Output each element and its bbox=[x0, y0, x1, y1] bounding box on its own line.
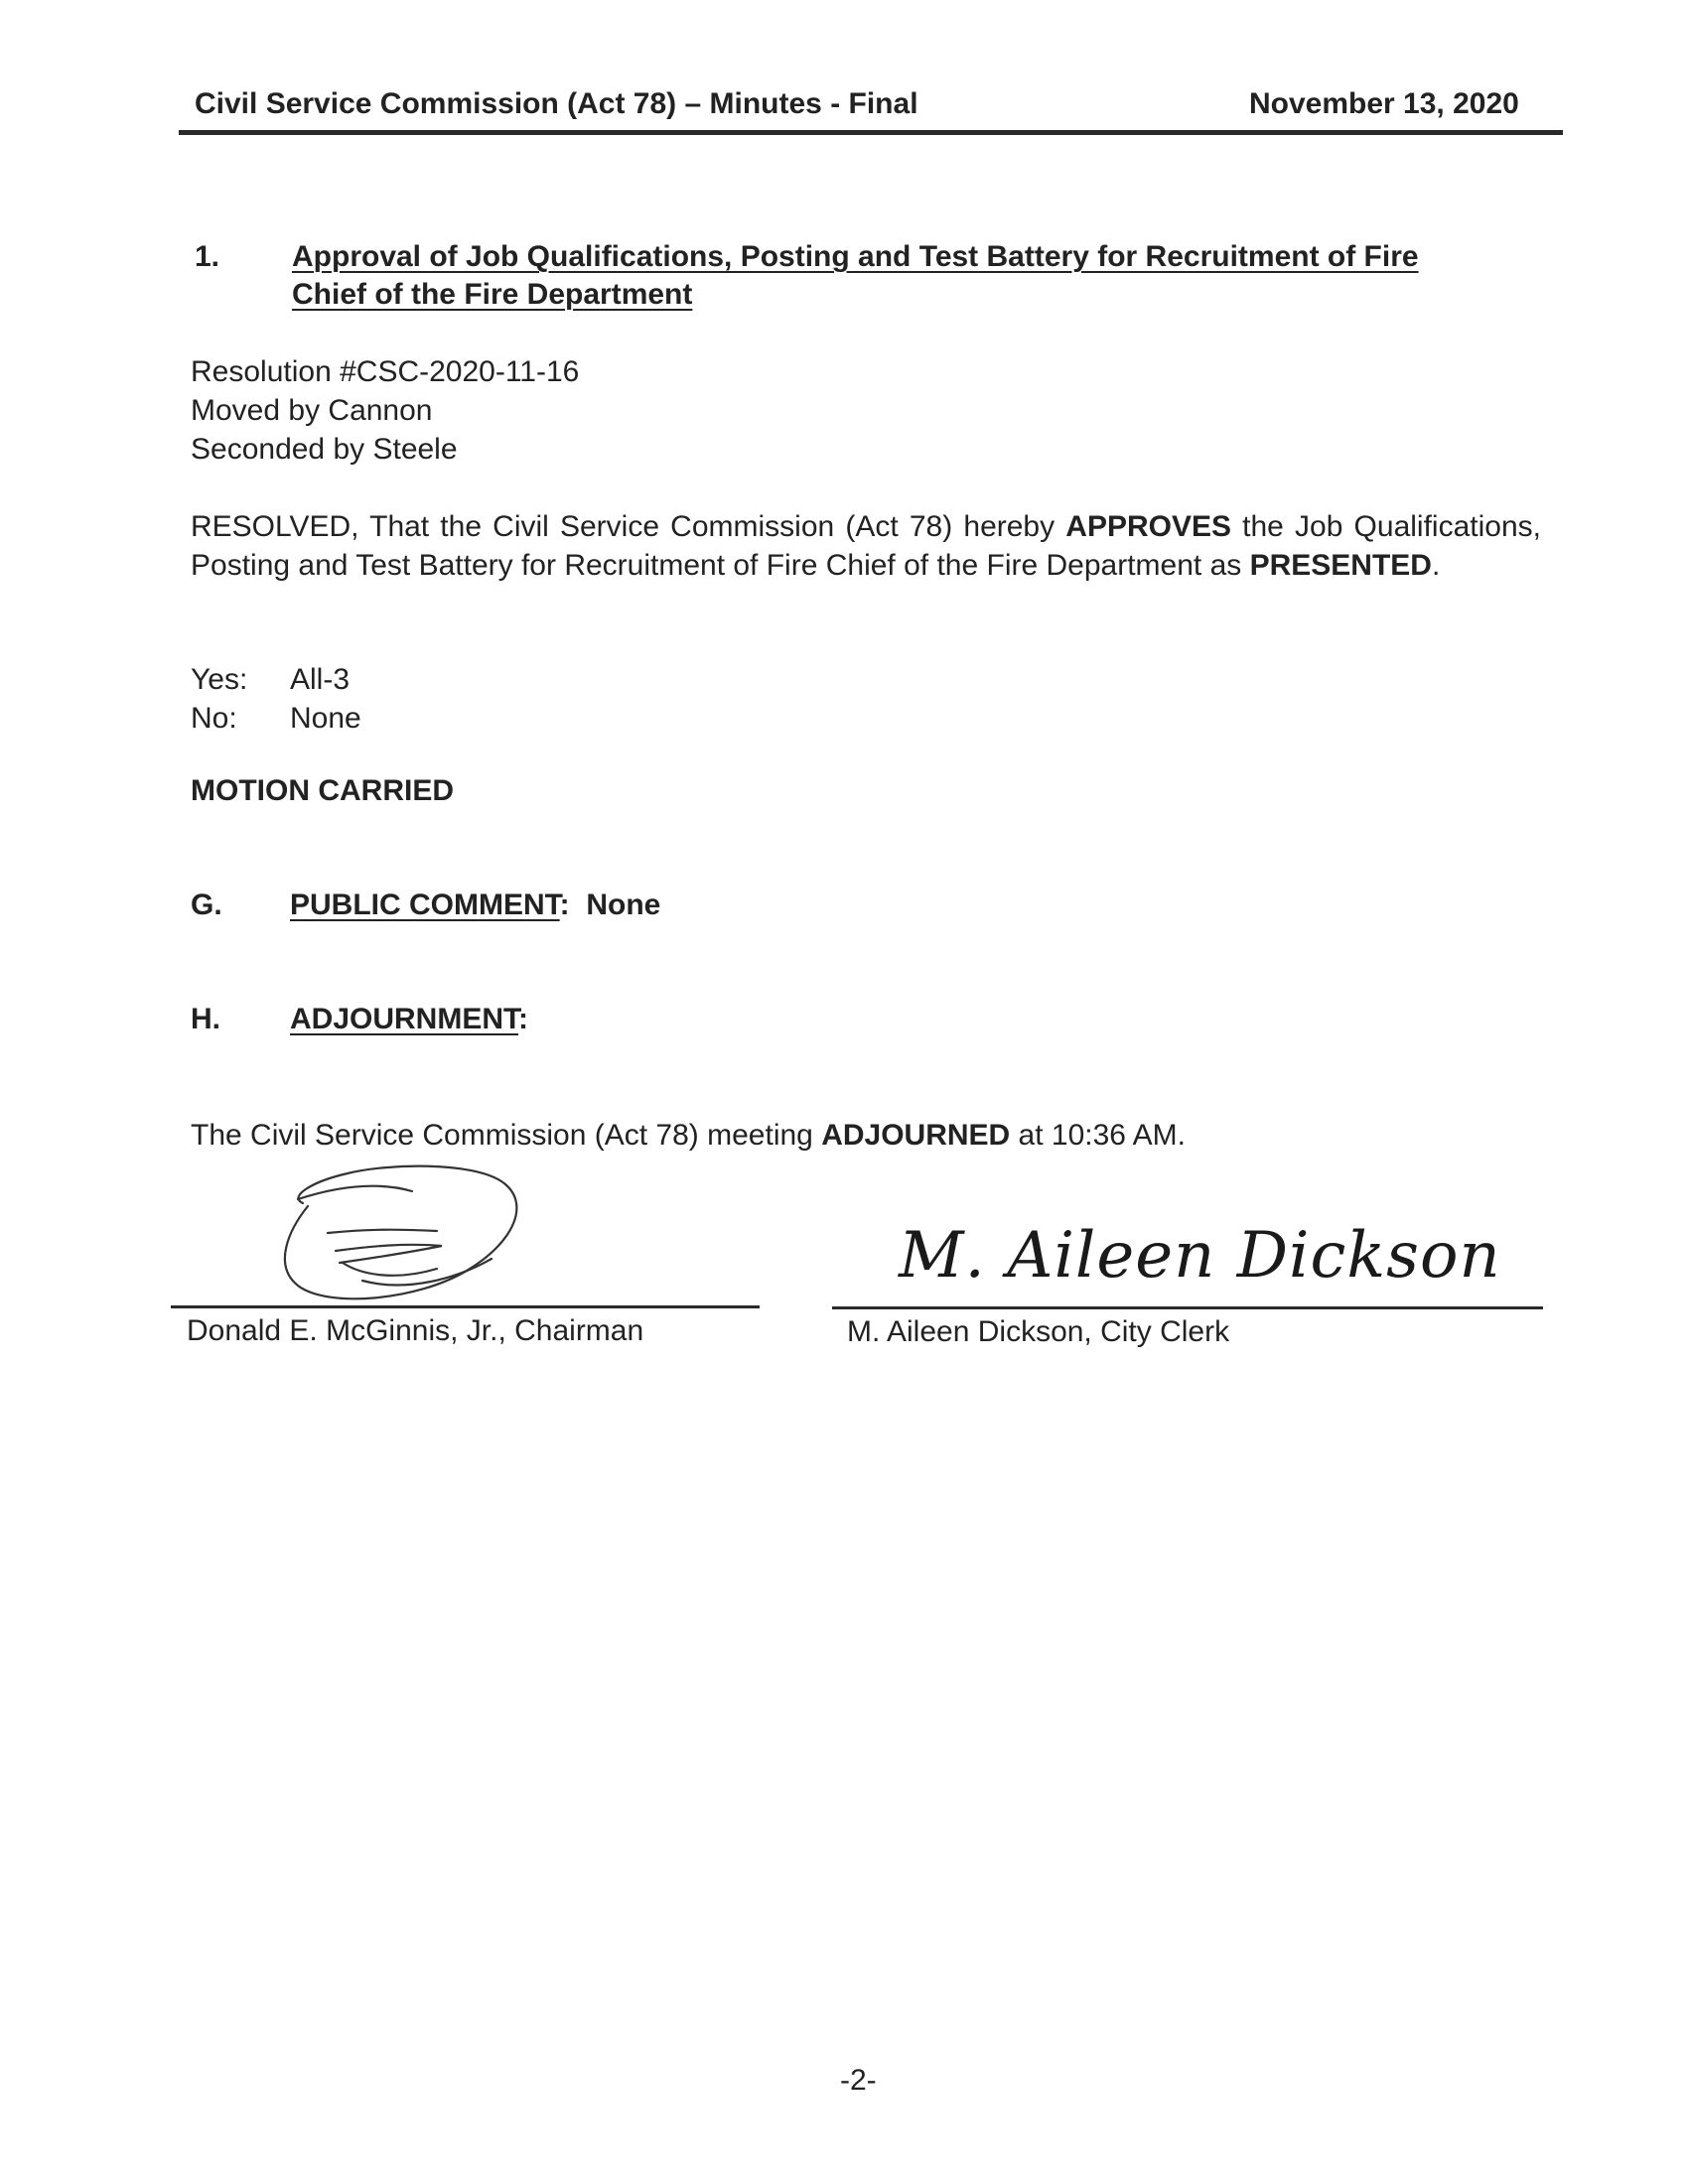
item-title-line1: Approval of Job Qualifications, Posting and Test Battery for Recruitment of Fire bbox=[292, 240, 1419, 273]
clerk-name: M. Aileen Dickson, City Clerk bbox=[847, 1315, 1230, 1348]
item-number: 1. bbox=[195, 240, 220, 273]
seconded-by: Seconded by Steele bbox=[191, 433, 458, 466]
section-g-value: None bbox=[586, 888, 661, 921]
clerk-signature: M. Aileen Dickson bbox=[899, 1219, 1501, 1293]
section-h-letter: H. bbox=[191, 1003, 220, 1035]
vote-no-label: No: bbox=[191, 702, 237, 735]
section-g-title: PUBLIC COMMENT bbox=[290, 888, 560, 921]
section-g-heading: PUBLIC COMMENT: None bbox=[290, 888, 661, 921]
chairman-signature bbox=[268, 1152, 536, 1310]
document-date: November 13, 2020 bbox=[1249, 87, 1519, 120]
vote-no-value: None bbox=[290, 702, 361, 735]
motion-result: MOTION CARRIED bbox=[191, 774, 454, 807]
item-title-line2: Chief of the Fire Department bbox=[292, 278, 693, 311]
section-g-letter: G. bbox=[191, 888, 222, 921]
adjournment-text: The Civil Service Commission (Act 78) meeting ADJOURNED at 10:36 AM. bbox=[191, 1119, 1186, 1152]
chairman-name: Donald E. McGinnis, Jr., Chairman bbox=[187, 1314, 644, 1347]
section-h-title: ADJOURNMENT bbox=[290, 1003, 519, 1035]
resolution-text: RESOLVED, That the Civil Service Commission (Act 78) hereby APPROVES the Job Qualifications, Posting and Test Battery for Recruitment of Fire Chief of the Fire Department as PRESENTED. bbox=[191, 510, 1541, 582]
page-number: -2- bbox=[840, 2064, 877, 2097]
header-divider bbox=[179, 130, 1563, 135]
clerk-signature-line bbox=[832, 1306, 1543, 1309]
section-h-heading: ADJOURNMENT: bbox=[290, 1003, 529, 1035]
document-title: Civil Service Commission (Act 78) – Minutes - Final bbox=[195, 87, 918, 120]
vote-yes-value: All-3 bbox=[290, 663, 351, 696]
moved-by: Moved by Cannon bbox=[191, 394, 433, 427]
chairman-signature-line bbox=[171, 1305, 760, 1308]
resolution-number: Resolution #CSC-2020-11-16 bbox=[191, 355, 580, 388]
vote-yes-label: Yes: bbox=[191, 663, 248, 696]
